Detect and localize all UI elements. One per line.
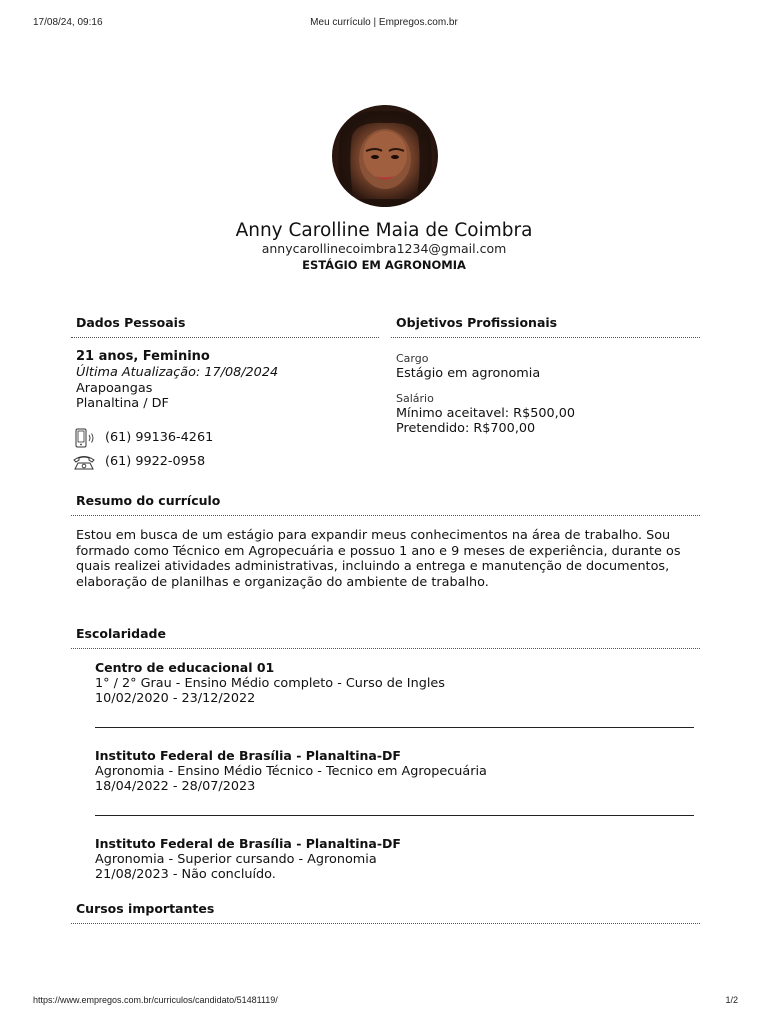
section-heading-summary: Resumo do currículo [71,493,700,516]
cargo-label: Cargo [396,352,429,365]
section-heading-objectives: Objetivos Profissionais [391,315,700,338]
salario-label: Salário [396,392,434,405]
education-course: Agronomia - Ensino Médio Técnico - Tecnico em Agropecuária [95,763,487,779]
candidate-role: ESTÁGIO EM AGRONOMIA [302,258,466,272]
mobile-row [72,428,213,448]
summary-line: formado como Técnico em Agropecuária e possuo 1 ano e 9 meses de experiência, durante os [76,543,681,559]
education-item [95,748,695,795]
education-item [95,660,695,707]
mobile-phone-icon [72,428,98,448]
neighborhood: Arapoangas [76,381,153,396]
education-divider [95,815,694,816]
education-course: Agronomia - Superior cursando - Agronomia [95,851,377,867]
section-heading-education: Escolaridade [71,626,700,649]
education-period: 10/02/2020 - 23/12/2022 [95,691,256,706]
section-heading-personal: Dados Pessoais [71,315,379,338]
summary-line: elaboração de planilhas e organização do ambiente de trabalho. [76,574,489,590]
candidate-name: Anny Carolline Maia de Coimbra [235,220,533,241]
print-datetime: 17/08/24, 09:16 [33,17,103,28]
summary-text [76,528,696,590]
education-school: Instituto Federal de Brasília - Planaltina-DF [95,836,401,851]
age-gender: 21 anos, Feminino [76,349,210,364]
education-course: 1° / 2° Grau - Ensino Médio completo - Curso de Ingles [95,675,445,691]
education-period: 21/08/2023 - Não concluído. [95,867,276,882]
summary-line: Estou em busca de um estágio para expandir meus conhecimentos na área de trabalho. Sou [76,528,671,543]
print-page-title: Meu currículo | Empregos.com.br [310,17,458,28]
candidate-email[interactable]: annycarollinecoimbra1234@gmail.com [261,241,507,256]
education-divider [95,727,694,728]
last-update: Última Atualização: 17/08/2024 [76,365,279,380]
cargo-value: Estágio em agronomia [396,366,541,381]
phone-row [72,452,205,472]
education-school: Instituto Federal de Brasília - Planaltina-DF [95,748,401,763]
profile-header [0,220,768,274]
salario-min: Mínimo aceitavel: R$500,00 [396,406,575,421]
mobile-number[interactable]: (61) 99136-4261 [105,430,214,446]
summary-line: quais realizei atividades administrativas, incluindo a entrega e manutenção de documentos, [76,559,670,574]
education-item [95,836,695,883]
profile-photo [332,105,438,207]
city: Planaltina / DF [76,396,169,411]
telephone-icon [72,452,98,472]
salario-pretendido: Pretendido: R$700,00 [396,421,536,436]
phone-number[interactable]: (61) 9922-0958 [105,454,206,470]
section-heading-courses: Cursos importantes [71,901,700,924]
print-page-number: 1/2 [725,995,738,1005]
education-period: 18/04/2022 - 28/07/2023 [95,779,256,794]
education-school: Centro de educacional 01 [95,660,275,675]
print-url[interactable]: https://www.empregos.com.br/curriculos/candidato/51481119/ [33,995,278,1005]
